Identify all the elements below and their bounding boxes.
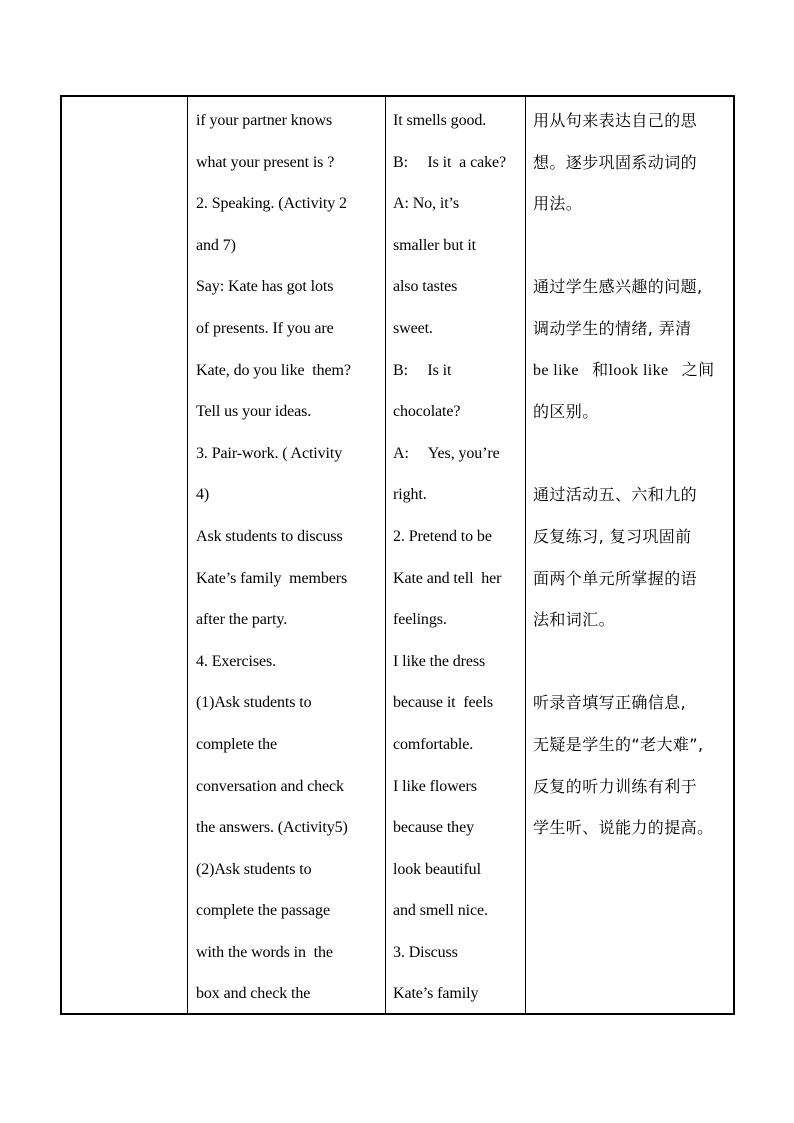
text-line: of presents. If you are — [196, 319, 334, 337]
text-line: feelings. — [393, 611, 447, 629]
text-line: conversation and check — [196, 777, 344, 795]
text-line: what your present is ? — [196, 153, 335, 171]
text-line: the answers. (Activity5) — [196, 819, 348, 837]
text-line: Kate’s family members — [196, 569, 348, 587]
text-line: 面两个单元所掌握的语 — [533, 568, 698, 588]
text-line: and smell nice. — [393, 902, 488, 920]
blank-line — [533, 433, 733, 475]
text-line: after the party. — [196, 611, 288, 629]
text-line: It smells good. — [393, 112, 487, 129]
text-line: also tastes — [393, 278, 458, 296]
text-line: 反复练习, 复习巩固前 — [533, 526, 692, 546]
text-line: smaller but it — [393, 236, 477, 254]
table-column-design-intent — [526, 97, 733, 1013]
text-line: A: No, it’s — [393, 195, 460, 213]
text-line: because it feels — [393, 694, 494, 712]
text-line: and 7) — [196, 236, 236, 254]
text-line: 法和词汇。 — [533, 610, 616, 630]
text-line: right. — [393, 486, 427, 504]
text-line: 反复的听力训练有利于 — [533, 776, 698, 796]
text-line: 用法。 — [533, 194, 583, 214]
lesson-plan-table — [60, 95, 735, 1015]
text-line: 3. Discuss — [393, 943, 458, 961]
text-line: Say: Kate has got lots — [196, 278, 334, 296]
text-line: complete the passage — [196, 902, 330, 920]
text-line: 学生听、说能力的提高。 — [533, 818, 714, 838]
text-line: 3. Pair-work. ( Activity — [196, 444, 343, 462]
table-column-student-activity — [386, 97, 526, 1013]
text-line: be like 和look like 之间 — [533, 361, 715, 379]
text-line: with the words in the — [196, 943, 333, 961]
text-line: comfortable. — [393, 735, 474, 753]
table-column-stage — [62, 97, 188, 1013]
text-line: 用从句来表达自己的思 — [533, 111, 698, 130]
text-line: B: Is it — [393, 361, 452, 379]
text-line: A: Yes, you’re — [393, 444, 500, 462]
text-line: Tell us your ideas. — [196, 403, 312, 421]
text-line: Kate’s family — [393, 985, 479, 1003]
text-line: 通过学生感兴趣的问题, — [533, 277, 703, 297]
text-line: look beautiful — [393, 860, 481, 878]
text-line: 调动学生的情绪, 弄清 — [533, 318, 692, 338]
text-line: 2. Pretend to be — [393, 527, 492, 545]
text-line: sweet. — [393, 319, 433, 337]
text-line: 4. Exercises. — [196, 652, 277, 670]
text-line: 听录音填写正确信息, — [533, 693, 687, 713]
text-line: 的区别。 — [533, 402, 599, 422]
text-line: B: Is it a cake? — [393, 153, 506, 171]
text-line: 4) — [196, 486, 210, 504]
text-line: Ask students to discuss — [196, 527, 343, 545]
text-line: 通过活动五、六和九的 — [533, 485, 698, 505]
text-line: Kate, do you like them? — [196, 361, 351, 379]
text-line: because they — [393, 819, 474, 837]
text-line: Kate and tell her — [393, 569, 502, 587]
text-line: (1)Ask students to — [196, 694, 312, 712]
table-column-teacher-activity — [188, 97, 386, 1013]
blank-line — [533, 641, 733, 683]
text-line: I like flowers — [393, 777, 477, 795]
text-line: 无疑是学生的“老大难”, — [533, 734, 704, 754]
text-line: 2. Speaking. (Activity 2 — [196, 195, 347, 213]
text-line: if your partner knows — [196, 112, 333, 129]
text-line: (2)Ask students to — [196, 860, 312, 878]
text-line: complete the — [196, 735, 277, 753]
text-line: I like the dress — [393, 652, 486, 670]
blank-line — [533, 225, 733, 267]
text-line: 想。逐步巩固系动词的 — [533, 152, 698, 172]
text-line: box and check the — [196, 985, 311, 1003]
text-line: chocolate? — [393, 403, 461, 421]
